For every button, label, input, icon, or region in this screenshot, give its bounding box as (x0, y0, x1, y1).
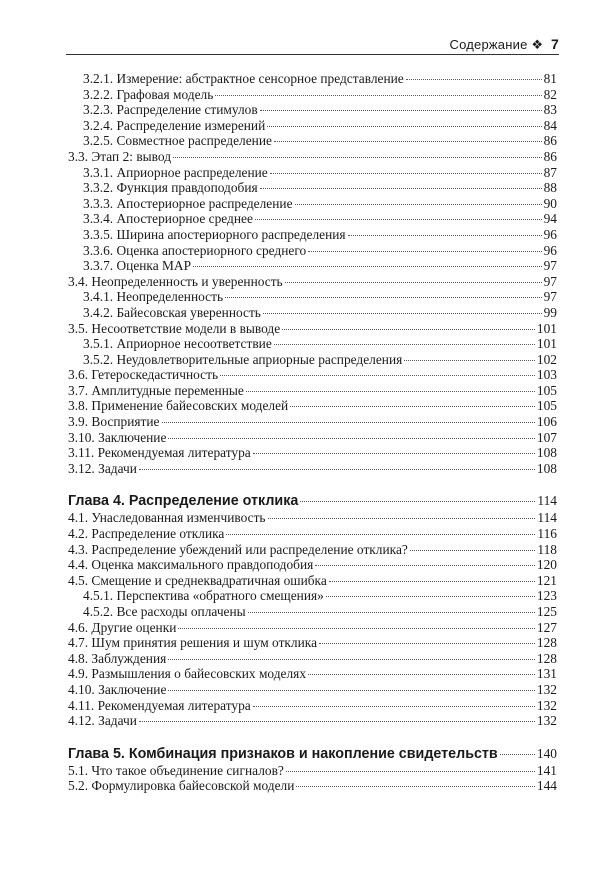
dot-leader (268, 518, 536, 519)
dot-leader (406, 79, 542, 80)
toc-entry-page: 128 (536, 635, 557, 651)
toc-entry-title: 3.2.3. Распределение стимулов (83, 102, 258, 118)
toc-entry-page: 103 (536, 367, 557, 383)
toc-entry-title: 3.3.7. Оценка MAP (83, 258, 192, 274)
toc-entry[interactable] (68, 102, 557, 118)
toc-entry[interactable] (68, 604, 557, 620)
dot-leader (246, 391, 535, 392)
toc-entry-page: 114 (537, 493, 557, 509)
dot-leader (193, 266, 542, 267)
toc-entry[interactable] (68, 321, 557, 337)
toc-entry-title: 4.4. Оценка максимального правдоподобия (68, 557, 314, 573)
dot-leader (319, 643, 535, 644)
dot-leader (329, 581, 535, 582)
toc-entry-page: 86 (543, 133, 557, 149)
toc-entry[interactable] (68, 542, 557, 558)
toc-entry[interactable] (68, 778, 557, 794)
toc-entry-page: 86 (543, 148, 557, 164)
dot-leader (274, 141, 542, 142)
toc-entry-page: 97 (543, 289, 557, 305)
toc-entry-title: 4.5.2. Все расходы оплачены (83, 604, 246, 619)
dot-leader (253, 453, 535, 454)
dot-leader (168, 438, 534, 439)
toc-entry-page: 94 (543, 211, 557, 227)
toc-entry-page: 101 (536, 320, 557, 336)
toc-entry[interactable] (68, 666, 557, 682)
toc-entry-page: 108 (536, 460, 557, 476)
toc-entry[interactable] (68, 227, 557, 243)
dot-leader (300, 501, 535, 502)
toc-entry-page: 121 (536, 572, 557, 588)
toc-entry-title: 5.1. Что такое объединение сигналов? (68, 762, 284, 778)
toc-entry-page: 105 (536, 382, 557, 398)
toc-entry-page: 132 (536, 713, 557, 729)
toc-entry[interactable] (68, 651, 557, 667)
dot-leader (225, 297, 542, 298)
toc-entry-page: 99 (543, 304, 557, 320)
toc-entry-title: 3.2.1. Измерение: абстрактное сенсорное представление (83, 71, 404, 86)
running-header (66, 34, 559, 55)
toc-entry[interactable] (68, 180, 557, 196)
toc-entry[interactable] (68, 289, 557, 305)
toc-entry[interactable] (68, 165, 557, 181)
toc-entry[interactable] (68, 461, 557, 477)
dot-leader (139, 721, 535, 722)
toc-entry-page: 120 (536, 557, 557, 573)
toc-entry-title: 3.4. Неопределенность и уверенность (68, 273, 283, 289)
toc-entry-title: 3.12. Задачи (68, 460, 137, 476)
toc-entry-title: Глава 4. Распределение отклика (68, 493, 299, 510)
section-name: Содержание (449, 37, 528, 52)
dot-leader (315, 565, 535, 566)
toc-entry-title: 4.3. Распределение убеждений или распределение отклика? (68, 541, 408, 557)
toc-entry-page: 84 (543, 117, 557, 133)
toc-entry-page: 90 (543, 195, 557, 211)
toc-entry-page: 101 (536, 336, 557, 352)
toc-entry[interactable] (68, 573, 557, 589)
toc-entry-page: 127 (536, 619, 557, 635)
toc-entry-page: 106 (536, 414, 557, 430)
dot-leader (178, 628, 535, 629)
dot-leader (296, 786, 535, 787)
toc-entry-page: 96 (543, 242, 557, 258)
toc-entry-title: 4.2. Распределение отклика (68, 526, 225, 542)
toc-entry[interactable] (68, 149, 557, 165)
dot-leader (410, 550, 536, 551)
toc-entry-title: 4.5.1. Перспектива «обратного смещения» (83, 588, 324, 604)
toc-entry-title: 4.11. Рекомендуемая литература (68, 697, 251, 713)
toc-entry-page: 97 (543, 258, 557, 274)
toc-entry-title: 4.12. Задачи (68, 713, 137, 729)
dot-leader (260, 110, 542, 111)
toc-entry-title: 3.3.1. Априорное распределение (83, 164, 268, 180)
toc-entry-page: 131 (536, 666, 557, 682)
toc-entry-title: 3.4.2. Байесовская уверенность (83, 304, 261, 320)
dot-leader (263, 313, 542, 314)
dot-leader (308, 674, 535, 675)
toc-entry[interactable] (68, 763, 557, 779)
toc-chapter[interactable] (68, 492, 557, 510)
toc-entry[interactable] (68, 445, 557, 461)
running-header-text (450, 36, 559, 53)
toc-entry-page: 141 (536, 762, 557, 778)
toc-entry[interactable] (68, 211, 557, 227)
dot-leader (295, 204, 542, 205)
toc-entry-title: 3.3. Этап 2: вывод (68, 148, 172, 164)
toc-entry[interactable] (68, 87, 557, 103)
diamond-ornament-icon: ❖ (531, 37, 544, 52)
toc-entry-page: 144 (536, 778, 557, 794)
toc-entry-page: 118 (537, 541, 557, 557)
dot-leader (285, 282, 542, 283)
dot-leader (500, 754, 535, 755)
group-spacer (68, 476, 557, 492)
dot-leader (308, 251, 541, 252)
toc-entry-page: 128 (536, 650, 557, 666)
toc-entry-title: 5.2. Формулировка байесовской модели (68, 778, 295, 794)
toc-entry-title: 4.9. Размышления о байесовских моделях (68, 666, 307, 682)
toc-entry-title: 3.2.5. Совместное распределение (83, 133, 272, 149)
toc-entry-page: 125 (536, 604, 557, 619)
dot-leader (253, 706, 535, 707)
toc-entry-title: Глава 5. Комбинация признаков и накопление свидетельств (68, 745, 498, 762)
toc-entry-title: 3.10. Заключение (68, 429, 167, 445)
toc-entry[interactable] (68, 71, 557, 87)
toc-entry-page: 88 (543, 180, 557, 196)
toc-entry-title: 3.9. Восприятие (68, 414, 160, 430)
dot-leader (290, 406, 535, 407)
toc-entry[interactable] (68, 118, 557, 134)
toc-entry-title: 3.4.1. Неопределенность (83, 289, 224, 305)
toc-entry[interactable] (68, 274, 557, 290)
toc-entry[interactable] (68, 133, 557, 149)
toc-entry-page: 108 (536, 445, 557, 461)
toc-entry-title: 3.3.4. Апостериорное среднее (83, 211, 253, 227)
toc-entry-title: 3.2.2. Графовая модель (83, 86, 214, 102)
dot-leader (139, 469, 535, 470)
toc-entry[interactable] (68, 414, 557, 430)
toc-entry[interactable] (68, 398, 557, 414)
dot-leader (255, 219, 542, 220)
dot-leader (282, 329, 535, 330)
toc-entry[interactable] (68, 336, 557, 352)
toc-entry[interactable] (68, 713, 557, 729)
toc-entry-title: 4.1. Унаследованная изменчивость (68, 510, 266, 526)
toc-entry-page: 132 (536, 681, 557, 697)
toc-entry-page: 132 (536, 697, 557, 713)
dot-leader (168, 659, 535, 660)
toc-entry-page: 97 (543, 273, 557, 289)
toc-entry-page: 102 (536, 351, 557, 367)
dot-leader (326, 596, 535, 597)
toc-entry[interactable] (68, 258, 557, 274)
toc-entry-title: 4.5. Смещение и среднеквадратичная ошибка (68, 572, 327, 588)
dot-leader (173, 157, 542, 158)
toc-entry-page: 140 (536, 745, 557, 761)
dot-leader (286, 771, 535, 772)
toc-entry-page: 96 (543, 226, 557, 242)
dot-leader (168, 690, 534, 691)
toc-entry-page: 123 (536, 588, 557, 604)
dot-leader (348, 235, 542, 236)
toc-entry-page: 114 (537, 510, 557, 526)
dot-leader (220, 375, 535, 376)
dot-leader (274, 344, 535, 345)
toc-chapter[interactable] (68, 745, 557, 763)
page-number: 7 (551, 36, 559, 52)
toc-entry-page: 87 (543, 164, 557, 180)
toc-entry-page: 82 (543, 86, 557, 102)
toc-entry-title: 3.5. Несоответствие модели в выводе (68, 320, 281, 336)
dot-leader (248, 612, 535, 613)
dot-leader (162, 422, 535, 423)
toc-entry-page: 105 (536, 398, 557, 414)
toc-entry-title: 3.3.2. Функция правдоподобия (83, 180, 258, 196)
toc-entry-title: 4.7. Шум принятия решения и шум отклика (68, 635, 318, 651)
toc-entry[interactable] (68, 635, 557, 651)
toc-entry-title: 3.7. Амплитудные переменные (68, 382, 244, 398)
toc-entry-title: 3.8. Применение байесовских моделей (68, 398, 289, 414)
toc-entry[interactable] (68, 305, 557, 321)
dot-leader (226, 534, 535, 535)
toc-entry[interactable] (68, 383, 557, 399)
table-of-contents (68, 71, 557, 794)
toc-entry-title: 4.6. Другие оценки (68, 619, 177, 635)
toc-entry[interactable] (68, 352, 557, 368)
dot-leader (270, 173, 542, 174)
toc-entry-title: 4.10. Заключение (68, 681, 167, 697)
toc-entry-page: 116 (537, 526, 557, 542)
dot-leader (267, 126, 541, 127)
toc-entry[interactable] (68, 526, 557, 542)
toc-entry-title: 4.8. Заблуждения (68, 650, 167, 666)
dot-leader (215, 95, 541, 96)
toc-entry[interactable] (68, 430, 557, 446)
toc-entry[interactable] (68, 196, 557, 212)
toc-entry[interactable] (68, 510, 557, 526)
toc-entry[interactable] (68, 620, 557, 636)
toc-entry-page: 81 (543, 71, 557, 86)
dot-leader (260, 188, 542, 189)
toc-entry-title: 3.3.5. Ширина апостериорного распределения (83, 226, 346, 242)
toc-entry-page: 107 (536, 429, 557, 445)
toc-entry[interactable] (68, 682, 557, 698)
toc-entry-page: 83 (543, 102, 557, 118)
toc-entry[interactable] (68, 698, 557, 714)
toc-entry-title: 3.5.1. Априорное несоответствие (83, 336, 272, 352)
toc-entry-title: 3.6. Гетероскедастичность (68, 367, 219, 383)
toc-entry[interactable] (68, 557, 557, 573)
toc-entry-title: 3.2.4. Распределение измерений (83, 117, 266, 133)
group-spacer (68, 729, 557, 745)
toc-entry-title: 3.3.6. Оценка апостериорного среднего (83, 242, 307, 258)
toc-entry[interactable] (68, 243, 557, 259)
toc-entry-title: 3.5.2. Неудовлетворительные априорные распределения (83, 351, 403, 367)
toc-entry-title: 3.3.3. Апостериорное распределение (83, 195, 293, 211)
toc-entry-title: 3.11. Рекомендуемая литература (68, 445, 251, 461)
toc-entry[interactable] (68, 588, 557, 604)
dot-leader (404, 360, 535, 361)
toc-entry[interactable] (68, 367, 557, 383)
